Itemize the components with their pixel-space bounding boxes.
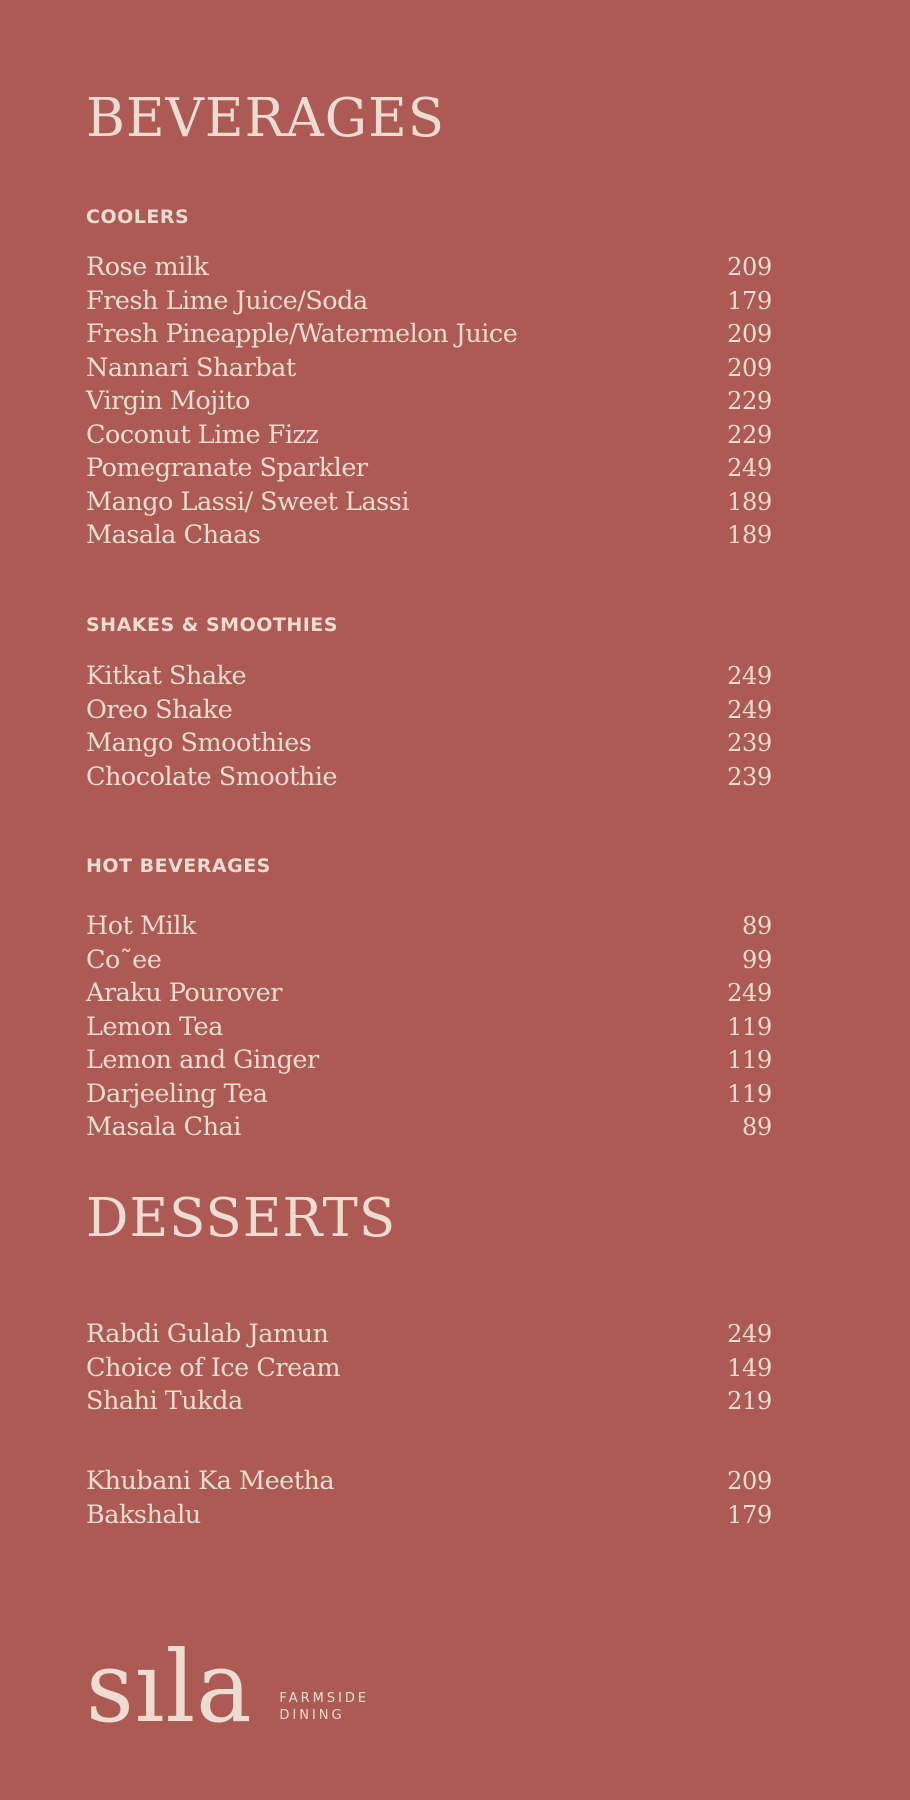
item-name: Fresh Lime Juice/Soda: [86, 285, 368, 316]
item-price: 189: [727, 521, 772, 549]
item-name: Pomegranate Sparkler: [86, 453, 368, 483]
item-price: 209: [727, 320, 772, 348]
item-price: 239: [727, 729, 772, 757]
menu-item: [86, 1499, 772, 1533]
menu-item: [86, 385, 772, 419]
item-name: Mango Smoothies: [86, 728, 312, 758]
item-price: 179: [727, 286, 772, 315]
menu-item: [86, 1465, 772, 1499]
section-title-coolers: COOLERS: [86, 206, 190, 228]
desserts-title: DESSERTS: [86, 1188, 397, 1249]
item-name: Darjeeling Tea: [86, 1078, 268, 1109]
coolers-list: [86, 251, 772, 553]
menu-item: [86, 910, 772, 944]
item-price: 249: [727, 662, 772, 690]
item-price: 249: [727, 695, 772, 724]
menu-item: [86, 1078, 772, 1112]
menu-item: [86, 486, 772, 520]
item-price: 119: [727, 1046, 772, 1074]
item-name: Fresh Pineapple/Watermelon Juice: [86, 319, 518, 349]
item-price: 219: [727, 1387, 772, 1415]
item-price: 239: [727, 762, 772, 791]
item-name: Bakshalu: [86, 1499, 201, 1530]
item-price: 149: [727, 1353, 772, 1382]
brand-logo: [86, 1630, 370, 1745]
menu-item: [86, 761, 772, 795]
item-name: Choice of Ice Cream: [86, 1352, 341, 1383]
item-price: 249: [727, 979, 772, 1007]
desserts-list-2: [86, 1465, 772, 1532]
brand-tagline-line1: FARMSIDE: [279, 1691, 370, 1706]
item-name: Nannari Sharbat: [86, 352, 296, 383]
menu-item: [86, 285, 772, 319]
menu-item: [86, 727, 772, 761]
beverages-title: BEVERAGES: [86, 88, 446, 149]
brand-tagline: [279, 1692, 369, 1722]
item-name: Virgin Mojito: [86, 386, 250, 416]
item-name: Masala Chai: [86, 1112, 241, 1142]
menu-item: [86, 452, 772, 486]
menu-item: [86, 1044, 772, 1078]
item-name: Lemon Tea: [86, 1011, 223, 1042]
item-name: Lemon and Ginger: [86, 1045, 319, 1075]
section-title-hot-beverages: HOT BEVERAGES: [86, 855, 271, 877]
item-name: Khubani Ka Meetha: [86, 1466, 335, 1496]
shakes-smoothies-list: [86, 660, 772, 794]
item-price: 89: [742, 912, 772, 940]
item-name: Coconut Lime Fizz: [86, 419, 319, 450]
item-name: Chocolate Smoothie: [86, 761, 337, 792]
menu-item: [86, 977, 772, 1011]
item-price: 189: [727, 487, 772, 516]
desserts-list-1: [86, 1318, 772, 1419]
brand-tagline-line2: DINING: [279, 1708, 345, 1723]
item-name: Oreo Shake: [86, 694, 233, 725]
item-price: 119: [727, 1079, 772, 1108]
menu-item: [86, 251, 772, 285]
item-name: Mango Lassi/ Sweet Lassi: [86, 486, 409, 517]
section-title-shakes-smoothies: SHAKES & SMOOTHIES: [86, 614, 338, 636]
menu-item: [86, 352, 772, 386]
menu-item: [86, 419, 772, 453]
hot-beverages-list: [86, 910, 772, 1145]
brand-logo-wordmark: sıla: [86, 1630, 253, 1745]
item-price: 99: [742, 945, 772, 974]
item-name: Shahi Tukda: [86, 1386, 243, 1416]
item-price: 89: [742, 1113, 772, 1141]
item-price: 249: [727, 454, 772, 482]
item-price: 119: [727, 1012, 772, 1041]
item-name: Hot Milk: [86, 911, 196, 941]
item-name: Rabdi Gulab Jamun: [86, 1319, 329, 1349]
menu-item: [86, 1385, 772, 1419]
item-price: 209: [727, 253, 772, 281]
menu-item: [86, 1111, 772, 1145]
menu-item: [86, 1011, 772, 1045]
menu-item: [86, 318, 772, 352]
item-name: Masala Chaas: [86, 520, 261, 550]
menu-item: [86, 519, 772, 553]
item-name: Kitkat Shake: [86, 661, 247, 691]
menu-item: [86, 944, 772, 978]
item-price: 229: [727, 420, 772, 449]
menu-item: [86, 660, 772, 694]
item-name: Araku Pourover: [86, 978, 282, 1008]
item-price: 209: [727, 353, 772, 382]
item-price: 229: [727, 387, 772, 415]
item-name: Co˜ee: [86, 944, 162, 975]
item-price: 209: [727, 1467, 772, 1495]
menu-item: [86, 1318, 772, 1352]
menu-item: [86, 694, 772, 728]
item-name: Rose milk: [86, 252, 209, 282]
item-price: 179: [727, 1500, 772, 1529]
menu-item: [86, 1352, 772, 1386]
item-price: 249: [727, 1320, 772, 1348]
